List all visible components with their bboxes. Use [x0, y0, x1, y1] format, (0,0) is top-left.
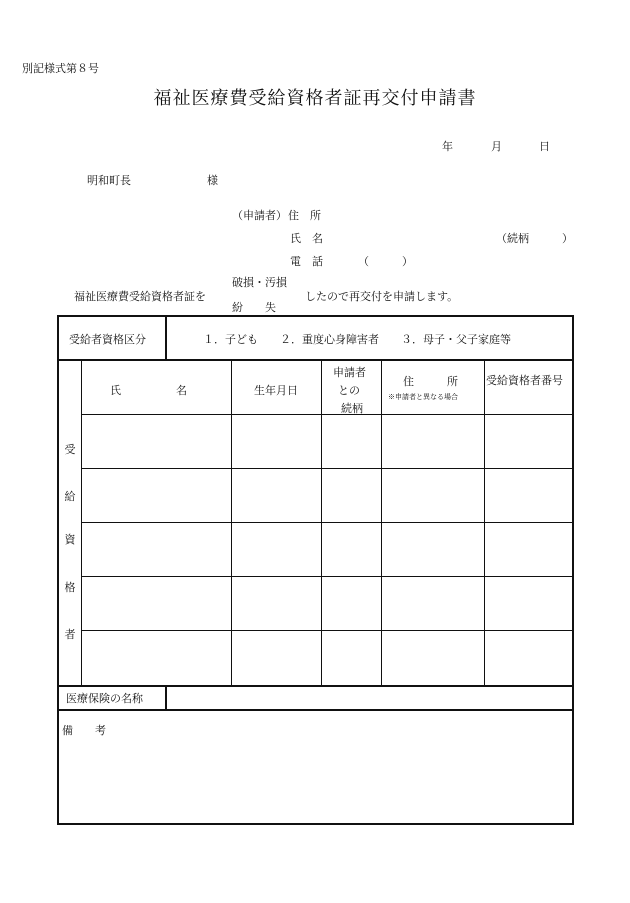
header-birthdate: 生年月日 [254, 384, 298, 397]
col-divider-address [381, 360, 382, 686]
category-bottom-rule [57, 359, 574, 361]
header-cert-number: 受給資格者番号 [486, 374, 563, 387]
header-address-note: ※申請者と異なる場合 [388, 393, 458, 401]
insurance-divider [165, 686, 167, 710]
addressee-name: 明和町長 [87, 174, 131, 187]
header-name: 氏 名 [110, 384, 187, 397]
header-address: 住 所 [403, 375, 458, 388]
applicant-phone-parens: （ ） [358, 255, 413, 268]
applicant-prefix: （申請者） [232, 209, 287, 222]
applicant-name-label: 氏 名 [290, 232, 323, 245]
side-label-char: 資 [64, 533, 76, 546]
insurance-bottom-rule [57, 709, 574, 711]
col-divider-birthdate [231, 360, 232, 686]
table-row[interactable] [82, 523, 230, 575]
header-relation-line2: との [338, 384, 360, 397]
reason-option-damaged: 破損・汚損 [232, 276, 287, 289]
category-label: 受給者資格区分 [69, 333, 146, 346]
reason-tail: したので再交付を申請します。 [305, 290, 459, 303]
category-divider [165, 315, 167, 360]
reason-lead: 福祉医療費受給資格者証を [74, 290, 206, 303]
table-row[interactable] [82, 469, 230, 521]
document-title: 福祉医療費受給資格者証再交付申請書 [153, 88, 477, 109]
date-day-label: 日 [539, 140, 550, 153]
remarks-label: 備 考 [62, 724, 106, 737]
grid-bottom-rule [57, 685, 574, 687]
header-relation-line1: 申請者 [333, 366, 366, 379]
category-options[interactable]: １．子ども ２．重度心身障害者 ３．母子・父子家庭等 [203, 333, 511, 346]
form-number: 別記様式第８号 [22, 62, 99, 75]
side-label-char: 給 [64, 490, 76, 503]
table-row[interactable] [82, 631, 230, 684]
date-month-label: 月 [491, 140, 502, 153]
reason-option-lost: 紛 失 [232, 301, 276, 314]
col-divider-relation [321, 360, 322, 686]
side-label-char: 受 [64, 443, 76, 456]
insurance-label: 医療保険の名称 [66, 692, 143, 705]
applicant-phone-label: 電 話 [290, 255, 323, 268]
applicant-address-label: 住 所 [288, 209, 321, 222]
col-divider-cert [484, 360, 485, 686]
addressee-honorific: 様 [207, 174, 218, 187]
header-relation-line3: 続柄 [341, 402, 363, 415]
side-label-char: 者 [64, 628, 76, 641]
applicant-relation-label: （続柄 ） [496, 232, 573, 245]
date-year-label: 年 [442, 140, 453, 153]
table-row[interactable] [82, 415, 230, 467]
side-label-char: 格 [64, 581, 76, 594]
table-row[interactable] [82, 577, 230, 629]
